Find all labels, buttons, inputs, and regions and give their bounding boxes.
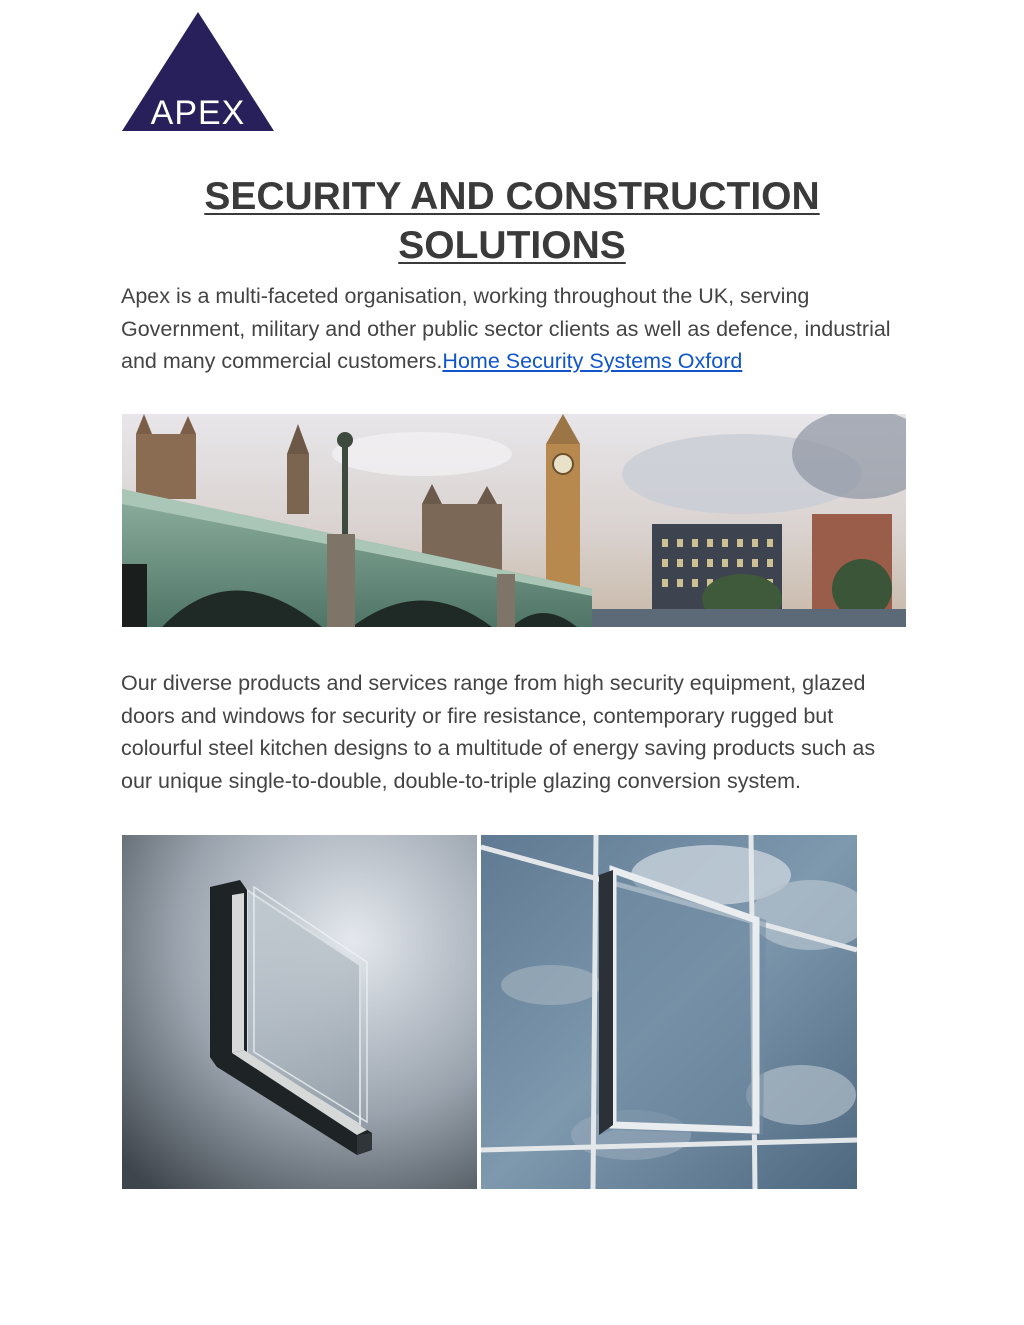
window-frame-profile-image <box>122 835 477 1189</box>
home-security-link[interactable]: Home Security Systems Oxford <box>442 349 743 374</box>
logo-text: APEX <box>150 94 246 132</box>
intro-paragraph <box>121 280 911 378</box>
london-skyline-banner-image <box>122 414 906 627</box>
curtain-wall-window-image <box>481 835 857 1189</box>
page-title-line-1: SECURITY AND CONSTRUCTION <box>204 175 820 218</box>
intro-text: Apex is a multi-faceted organisation, working throughout the UK, serving Government, military and other public sector clients as well as defence, industrial and many commercial customers. <box>121 284 891 374</box>
page-title-line-2: SOLUTIONS <box>398 224 626 267</box>
apex-triangle-logo-icon <box>120 10 276 134</box>
page-title <box>120 172 904 270</box>
products-paragraph: Our diverse products and services range from high security equipment, glazed doors and windows for security or fire resistance, contemporary rugged but colourful steel kitchen designs to a multitude of energy saving products such as our unique single-to-double, double-to-triple glazing conversion system. <box>121 671 876 793</box>
apex-logo <box>120 10 276 134</box>
